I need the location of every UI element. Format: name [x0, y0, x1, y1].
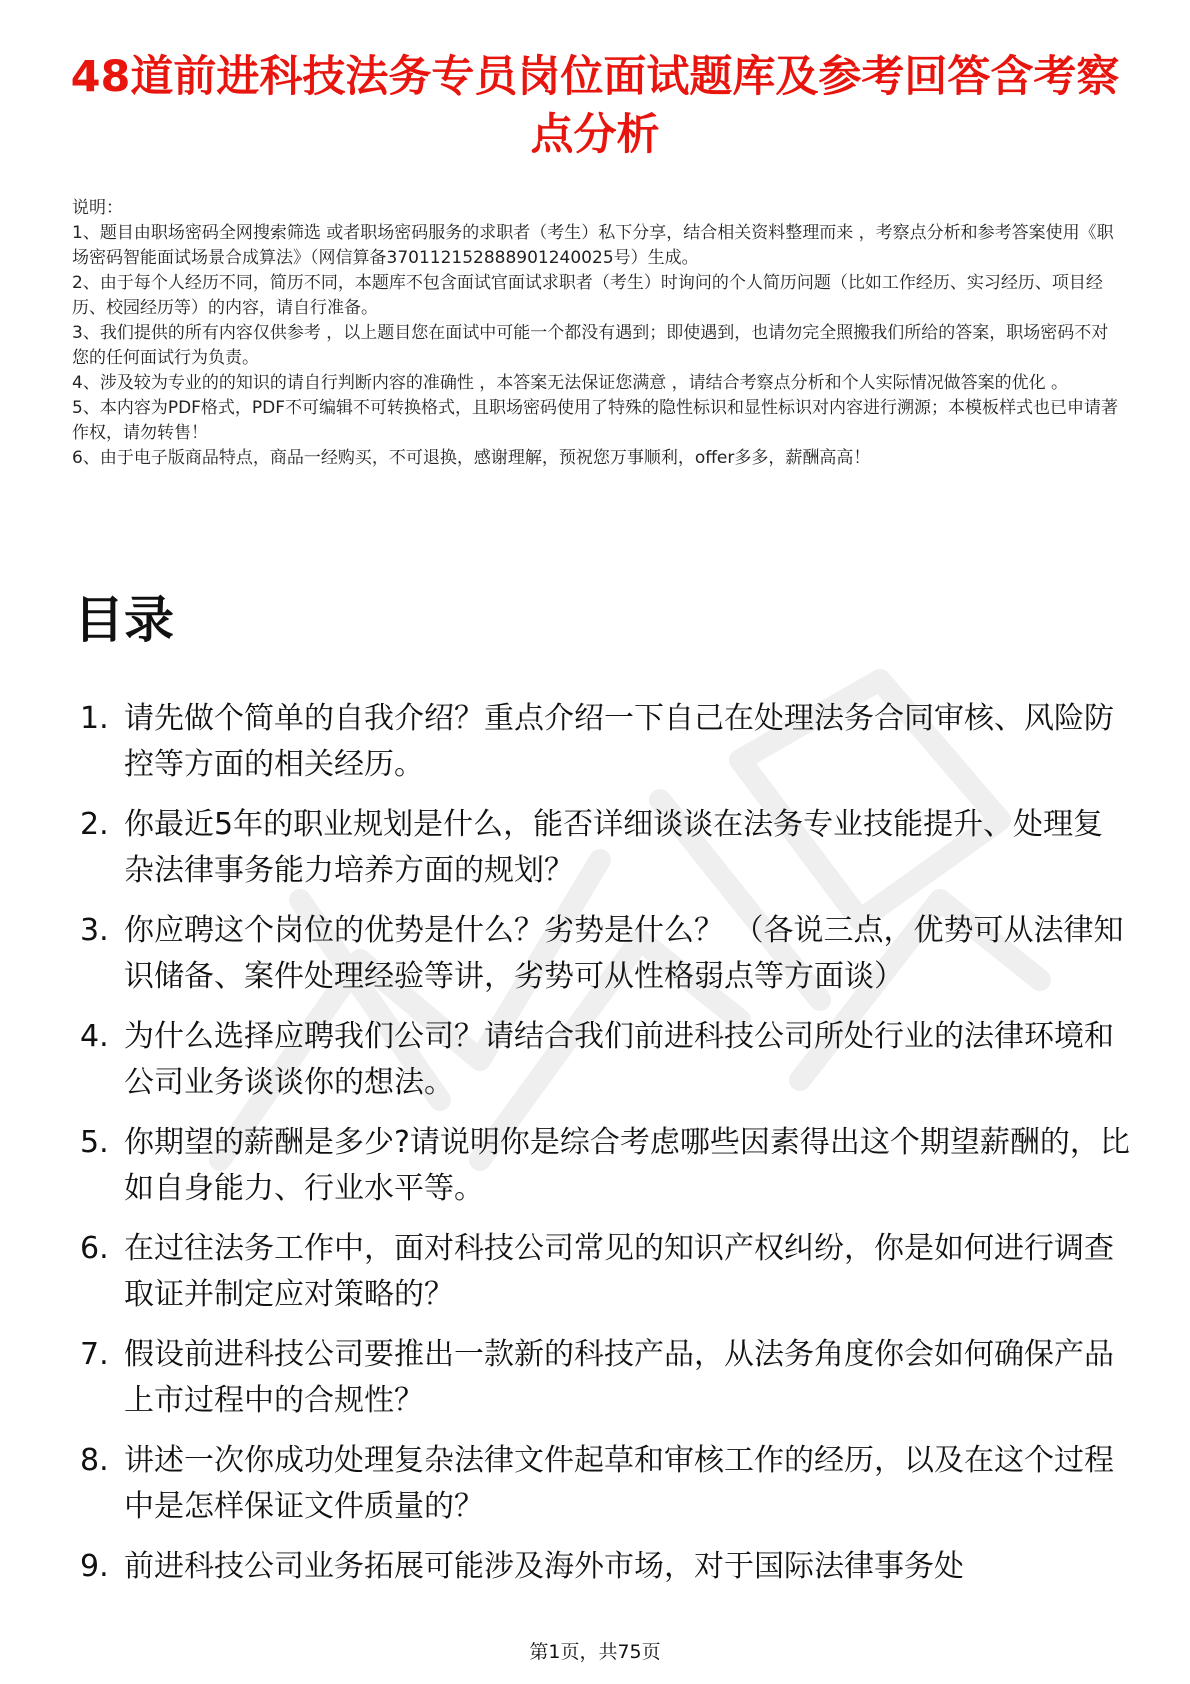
notes-item: 1、题目由职场密码全网搜索筛选 或者职场密码服务的求职者（考生）私下分享，结合相关资料整理而来 ，考察点分析和参考答案使用《职场密码智能面试场景合成算法》（网信算备370112152888901240025号）生成。: [72, 223, 1114, 268]
notes-item: 2、由于每个人经历不同，简历不同，本题库不包含面试官面试求职者（考生）时询问的个人简历问题（比如工作经历、实习经历、项目经历、校园经历等）的内容，请自行准备。: [72, 273, 1103, 318]
toc-item[interactable]: [80, 1014, 1130, 1106]
toc-item[interactable]: [80, 1438, 1130, 1530]
toc-item-number: 9.: [80, 1549, 109, 1584]
toc-item[interactable]: [80, 1332, 1130, 1424]
notes-item: 6、由于电子版商品特点，商品一经购买，不可退换，感谢理解，预祝您万事顺利，offer多多，薪酬高高！: [72, 448, 871, 468]
document-title: 48道前进科技法务专员岗位面试题库及参考回答含考察点分析: [70, 52, 1120, 160]
toc-item-text: 讲述一次你成功处理复杂法律文件起草和审核工作的经历，以及在这个过程中是怎样保证文件质量的？: [124, 1443, 1114, 1524]
notes-item: 5、本内容为PDF格式，PDF不可编辑不可转换格式，且职场密码使用了特殊的隐性标识和显性标识对内容进行溯源；本模板样式也已申请著作权，请勿转售！: [72, 398, 1119, 443]
toc-item-number: 1.: [80, 701, 109, 736]
toc-heading: 目录: [74, 591, 174, 649]
toc-item-number: 6.: [80, 1231, 109, 1266]
toc-item-text: 在过往法务工作中，面对科技公司常见的知识产权纠纷，你是如何进行调查取证并制定应对策略的？: [124, 1231, 1114, 1312]
toc-item-number: 3.: [80, 913, 109, 948]
toc-item-text: 你最近5年的职业规划是什么，能否详细谈谈在法务专业技能提升、处理复杂法律事务能力培养方面的规划？: [124, 807, 1104, 888]
toc-item-number: 8.: [80, 1443, 109, 1478]
toc-item-text: 前进科技公司业务拓展可能涉及海外市场，对于国际法律事务处: [124, 1549, 964, 1584]
toc-list: [80, 696, 1130, 1604]
notes-item: 3、我们提供的所有内容仅供参考 ，以上题目您在面试中可能一个都没有遇到；即使遇到，也请勿完全照搬我们所给的答案，职场密码不对您的任何面试行为负责。: [72, 323, 1109, 368]
toc-item-text: 为什么选择应聘我们公司？请结合我们前进科技公司所处行业的法律环境和公司业务谈谈你的想法。: [124, 1019, 1114, 1100]
toc-item-number: 5.: [80, 1125, 109, 1160]
toc-item-number: 2.: [80, 807, 109, 842]
toc-item[interactable]: [80, 1226, 1130, 1318]
toc-item[interactable]: [80, 1120, 1130, 1212]
notes-heading: 说明：: [72, 198, 123, 218]
notes-section: [72, 196, 1120, 471]
toc-item[interactable]: [80, 908, 1130, 1000]
toc-item-number: 7.: [80, 1337, 109, 1372]
toc-item[interactable]: [80, 696, 1130, 788]
toc-item-number: 4.: [80, 1019, 109, 1054]
notes-item: 4、涉及较为专业的的知识的请自行判断内容的准确性 ，本答案无法保证您满意 ，请结合考察点分析和个人实际情况做答案的优化 。: [72, 373, 1069, 393]
toc-item[interactable]: [80, 1544, 1130, 1590]
toc-item-text: 你应聘这个岗位的优势是什么？劣势是什么？ （各说三点，优势可从法律知识储备、案件处理经验等讲，劣势可从性格弱点等方面谈）: [124, 913, 1124, 994]
toc-item-text: 请先做个简单的自我介绍？重点介绍一下自己在处理法务合同审核、风险防控等方面的相关经历。: [124, 701, 1114, 782]
toc-item-text: 你期望的薪酬是多少?请说明你是综合考虑哪些因素得出这个期望薪酬的，比如自身能力、行业水平等。: [124, 1125, 1130, 1206]
page-footer: 第1页，共75页: [529, 1641, 661, 1663]
toc-item[interactable]: [80, 802, 1130, 894]
toc-item-text: 假设前进科技公司要推出一款新的科技产品，从法务角度你会如何确保产品上市过程中的合规性？: [124, 1337, 1114, 1418]
